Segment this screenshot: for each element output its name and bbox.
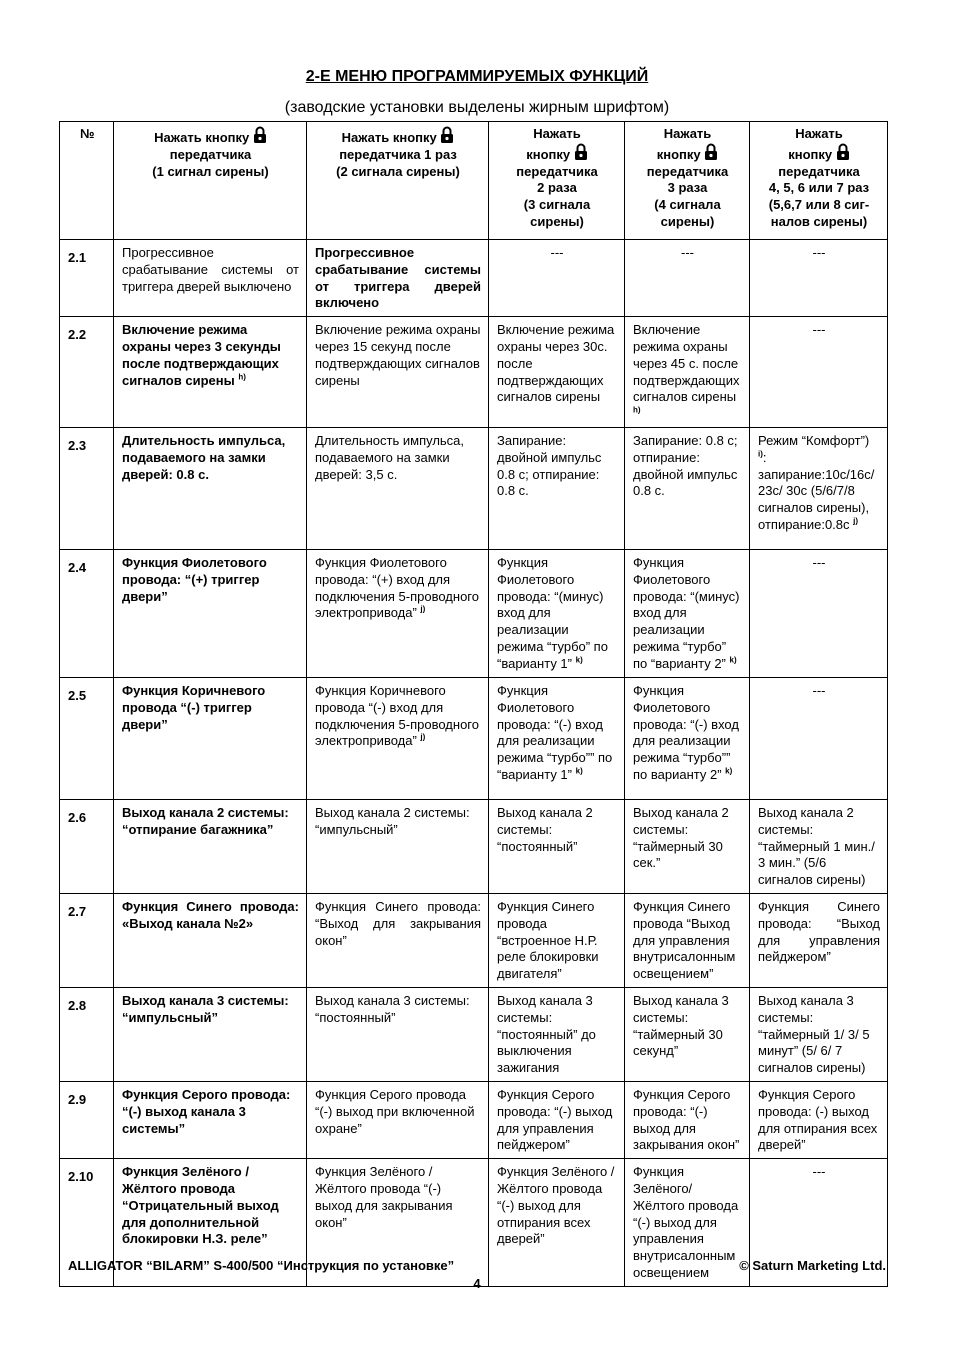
cell-col1: Длительность импульса, подаваемого на замки дверей: 0.8 с. <box>114 427 307 549</box>
footnote-mark: h) <box>633 405 641 415</box>
header-col2 <box>307 122 489 240</box>
header-col4-line6: сирены) <box>660 213 715 229</box>
cell-col2 <box>307 677 489 799</box>
table-row <box>60 317 888 428</box>
footnote-mark: k) <box>575 655 583 665</box>
header-col1-line1: Нажать кнопку <box>154 130 250 145</box>
cell-col1: Функция Зелёного / Жёлтого провода “Отрицательный выход для дополнительной блокировки Н.З. реле” <box>114 1159 307 1287</box>
footnote-mark: j) <box>420 733 426 743</box>
cell-col3: --- <box>489 240 625 317</box>
cell-col4: Функция Зелёного/ Жёлтого провода “(-) выход для управления внутрисалонным освещением <box>625 1159 750 1287</box>
cell-col4: Запирание: 0.8 с; отпирание: двойной импульс 0.8 с. <box>625 427 750 549</box>
header-col4-line4: 3 раза <box>667 180 708 196</box>
footnote-mark: k) <box>575 766 583 776</box>
cell-col4 <box>625 677 750 799</box>
cell-col5 <box>750 427 888 549</box>
header-num: № <box>60 122 114 240</box>
cell-col2: Выход канала 3 системы: “постоянный” <box>307 987 489 1081</box>
cell-col3 <box>489 549 625 677</box>
header-col4-line3: передатчика <box>646 163 729 179</box>
cell-text: Функция Коричневого провода “(-) вход для подключения 5-проводного электропривода” <box>315 682 479 749</box>
row-number: 2.2 <box>60 317 114 428</box>
cell-col2: Функция Серого провода “(-) выход при включенной охране” <box>307 1081 489 1158</box>
lock-icon <box>253 126 267 144</box>
header-col3-line1: Нажать <box>533 126 581 141</box>
header-col3-line3: передатчика <box>516 163 598 179</box>
cell-col5: --- <box>750 1159 888 1287</box>
footnote-mark: k) <box>725 766 733 776</box>
row-number: 2.10 <box>60 1159 114 1287</box>
footnote-mark: h) <box>238 372 246 382</box>
cell-col3: Функция Серого провода: “(-) выход для управления пейджером” <box>489 1081 625 1158</box>
header-col2-line1: Нажать кнопку <box>341 130 437 145</box>
table-row <box>60 677 888 799</box>
cell-col5: Выход канала 2 системы: “таймерный 1 мин./ 3 мин.” (5/6 сигналов сирены) <box>750 799 888 893</box>
header-col3-line2: кнопку <box>526 146 571 162</box>
table-row <box>60 549 888 677</box>
header-col4-line2: кнопку <box>656 146 701 162</box>
footer-document-title: ALLIGATOR “BILARM” S-400/500 “Инструкция по установке” <box>68 1258 455 1273</box>
header-col5 <box>750 122 888 240</box>
cell-col5: --- <box>750 240 888 317</box>
lock-icon <box>440 126 454 144</box>
row-number: 2.6 <box>60 799 114 893</box>
cell-col2 <box>307 549 489 677</box>
header-col5-line1: Нажать <box>795 126 843 141</box>
header-col3 <box>489 122 625 240</box>
cell-col5: --- <box>750 549 888 677</box>
lock-icon <box>704 143 718 161</box>
header-col1 <box>114 122 307 240</box>
table-row <box>60 1081 888 1158</box>
footnote-mark: j) <box>420 605 426 615</box>
cell-col4: Выход канала 3 системы: “таймерный 30 секунд” <box>625 987 750 1081</box>
footnote-mark: k) <box>729 655 737 665</box>
header-col5-line6: налов сирены) <box>770 213 868 229</box>
header-col5-line2: кнопку <box>788 146 833 162</box>
cell-col3: Запирание: двойной импульс 0.8 с; отпирание: 0.8 с. <box>489 427 625 549</box>
cell-col5: Функция Синего провода: “Выход для управления пейджером” <box>750 893 888 987</box>
header-col5-line4: 4, 5, 6 или 7 раз <box>768 180 870 196</box>
cell-col1: Функция Фиолетового провода: “(+) триггер двери” <box>114 549 307 677</box>
cell-text-cont: : запирание:10с/16с/ 23с/ 30с (5/6/7/8 сигналов сирены), отпирание:0.8с <box>758 449 875 532</box>
cell-col4: Функция Серого провода: “(-) выход для закрывания окон” <box>625 1081 750 1158</box>
table-header-row <box>60 122 888 240</box>
page-number: 4 <box>473 1276 481 1291</box>
footnote-mark: j) <box>853 516 859 526</box>
row-number: 2.1 <box>60 240 114 317</box>
cell-col1: Функция Коричневого провода “(-) триггер двери” <box>114 677 307 799</box>
header-col4-line1: Нажать <box>663 126 712 141</box>
cell-col4 <box>625 317 750 428</box>
page-title: 2-Е МЕНЮ ПРОГРАММИРУЕМЫХ ФУНКЦИЙ <box>305 68 649 85</box>
page-subtitle: (заводские установки выделены жирным шрифтом) <box>284 99 670 116</box>
header-col5-line5: (5,6,7 или 8 сиг- <box>768 197 870 213</box>
lock-icon <box>836 143 850 161</box>
cell-text: Функция Фиолетового провода: “(минус) вход для реализации режима “турбо” по “варианту 2” <box>633 554 740 671</box>
footnote-mark: i) <box>758 449 763 459</box>
row-number: 2.5 <box>60 677 114 799</box>
cell-text: Функция Фиолетового провода: “(-) вход для реализации режима “турбо”” по варианту 2” <box>633 682 739 782</box>
header-col4 <box>625 122 750 240</box>
cell-col3 <box>489 677 625 799</box>
cell-col3: Выход канала 3 системы: “постоянный” до выключения зажигания <box>489 987 625 1081</box>
header-col3-line6: сирены) <box>530 213 584 229</box>
cell-text: Функция Фиолетового провода: “(-) вход для реализации режима “турбо”” по “варианту 1” <box>497 682 613 782</box>
cell-col1: Прогрессивное срабатывание системы от триггера дверей выключено <box>114 240 307 317</box>
table-row <box>60 799 888 893</box>
header-col2-line3: (2 сигнала сирены) <box>336 163 460 179</box>
cell-col5: Выход канала 3 системы: “таймерный 1/ 3/ 5 минут” (5/ 6/ 7 сигналов сирены) <box>750 987 888 1081</box>
table-row <box>60 893 888 987</box>
header-col1-line2: передатчика <box>169 146 252 162</box>
cell-col2: Включение режима охраны через 15 секунд после подтверждающих сигналов сирены <box>307 317 489 428</box>
cell-col1: Функция Синего провода: «Выход канала №2» <box>114 893 307 987</box>
cell-text: Функция Фиолетового провода: “(минус) вход для реализации режима “турбо” по “варианту 1” <box>497 554 608 671</box>
cell-text: Включение режима охраны через 3 секунды после подтверждающих сигналов сирены <box>122 322 281 388</box>
cell-col2: Прогрессивное срабатывание системы от триггера дверей включено <box>307 240 489 317</box>
cell-col5: --- <box>750 677 888 799</box>
cell-col1: Выход канала 2 системы: “отпирание багажника” <box>114 799 307 893</box>
cell-col5: Функция Серого провода: (-) выход для отпирания всех дверей” <box>750 1081 888 1158</box>
cell-col4: --- <box>625 240 750 317</box>
cell-col3: Включение режима охраны через 30с. после подтверждающих сигналов сирены <box>489 317 625 428</box>
cell-col4: Выход канала 2 системы: “таймерный 30 сек.” <box>625 799 750 893</box>
cell-col1 <box>114 317 307 428</box>
header-col3-line4: 2 раза <box>537 180 577 196</box>
table-row <box>60 240 888 317</box>
cell-col3: Функция Зелёного / Жёлтого провода “(-) выход для отпирания всех дверей” <box>489 1159 625 1287</box>
row-number: 2.9 <box>60 1081 114 1158</box>
header-col5-line3: передатчика <box>778 163 860 179</box>
header-col1-line3: (1 сигнал сирены) <box>152 163 269 179</box>
row-number: 2.8 <box>60 987 114 1081</box>
cell-text: Включение режима охраны через 45 с. после подтверждающих сигналов сирены <box>633 322 740 405</box>
table-row <box>60 987 888 1081</box>
cell-col5: --- <box>750 317 888 428</box>
row-number: 2.3 <box>60 427 114 549</box>
cell-col1: Функция Серого провода: “(-) выход канала 3 системы” <box>114 1081 307 1158</box>
cell-col3: Функция Синего провода “встроенное Н.Р. реле блокировки двигателя” <box>489 893 625 987</box>
cell-text: Функция Фиолетового провода: “(+) вход для подключения 5-проводного электропривода” <box>315 554 479 621</box>
row-number: 2.4 <box>60 549 114 677</box>
header-col2-line2: передатчика 1 раз <box>339 146 457 162</box>
cell-text: Режим “Комфорт”) <box>758 432 870 448</box>
cell-col4: Функция Синего провода “Выход для управления внутрисалонным освещением” <box>625 893 750 987</box>
cell-col2: Функция Зелёного / Жёлтого провода “(-) выход для закрывания окон” <box>307 1159 489 1287</box>
cell-col3: Выход канала 2 системы: “постоянный” <box>489 799 625 893</box>
row-number: 2.7 <box>60 893 114 987</box>
header-col4-line5: (4 сигнала <box>654 197 721 213</box>
header-col3-line5: (3 сигнала <box>523 197 591 213</box>
cell-col2: Функция Синего провода: “Выход для закрывания окон” <box>307 893 489 987</box>
footer-copyright: © Saturn Marketing Ltd. <box>739 1258 886 1273</box>
functions-table <box>59 121 888 1287</box>
table-row <box>60 427 888 549</box>
cell-col2: Выход канала 2 системы: “импульсный” <box>307 799 489 893</box>
lock-icon <box>574 143 588 161</box>
cell-col4 <box>625 549 750 677</box>
cell-col1: Выход канала 3 системы: “импульсный” <box>114 987 307 1081</box>
cell-col2: Длительность импульса, подаваемого на замки дверей: 3,5 с. <box>307 427 489 549</box>
